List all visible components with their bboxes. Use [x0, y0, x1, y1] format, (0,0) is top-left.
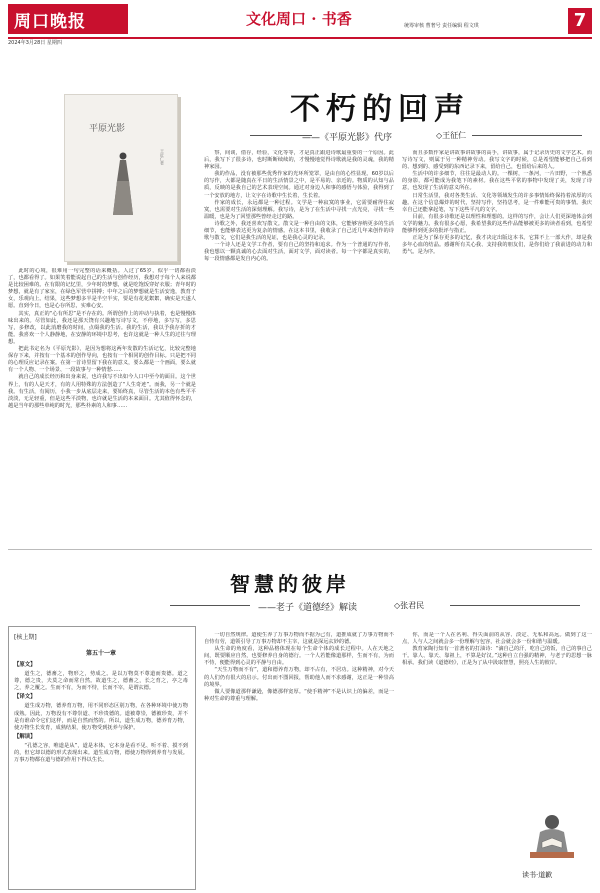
paragraph: 你，而是一个人在名利、得失面前的从容、淡定、无私和高远。做到了这一点，人与人之间就会多一份理解与包容，社会就会多一份和谐与温暖。: [402, 632, 592, 646]
illustration-caption: 读书·道歉: [522, 871, 553, 879]
paragraph: 察，间谈，借存，经验，文化等等，才是真正跟进诗歌最重要的一个原因。此后，我写下了很多诗，也时断断续续的，才慢慢地觉得诗歌就是我的灵魂，我的精神家园。: [204, 150, 394, 171]
section-label-interpretation: 【解读】: [14, 733, 36, 740]
book-cover-title: 平原光影: [89, 124, 126, 134]
main-byline: ◇王征仁: [436, 131, 467, 140]
paragraph: 日常生活里，我对各类生活、文化等领域发生的许多事情始终保持着浓厚的兴趣。在这个信息爆炸的时代，坚持写作，坚持思考，是一件难能可贵的事情。我庆幸自己还能拿起笔，写下这些平凡的文字。: [402, 192, 592, 213]
paragraph: 就自己的成长经历和出身来说，也许我写不出如今人口中至今的面目。这个世界上，有的人是天才，有的人用特殊的方法创造了“人生奇迹”。而我，另一个就是我。有生活，有阅历，小我一步从底层走来，要始终真，尽管生活的本色有些平平淡淡，无足轻重，但是这些平淡物，也许就是生活的本来面目。尤其值得怀念的，越是当年的那些单纯的时光，那些朴素的人和事……: [8, 374, 196, 409]
main-headline: 不朽的回声: [290, 92, 470, 127]
header-rule: [8, 37, 592, 39]
paragraph: “天生万物而不有”，道和德养育万物，却不占有，不居功。这种精神，对今天的人们仍有很大的启示。付出而不图回报，帮助他人而不求感谢，这正是一种崇高的境界。: [204, 667, 394, 688]
paragraph: 正是为了保存更多的记忆，我才决定出版这本书。它算不上一部大作，却是我多年心血的结晶。感谢所有关心我、支持我的朋友们，是你们给了我前进的动力和勇气。是为序。: [402, 235, 592, 256]
sub2-rule-left: [170, 605, 250, 606]
subhead-rule-right: [472, 135, 582, 136]
issue-date: 2024年3月28日 星期四: [8, 40, 62, 46]
book-cover-author: 王征仁著: [160, 149, 165, 165]
main-column-2: [204, 150, 394, 540]
paragraph: 教育家陶行知有一首著名的打油诗：“滴自己的汗，吃自己的饭，自己的事自己干。靠人、靠天、靠祖上，不算是好汉。”这种自立自强的精神，与老子的思想一脉相承。我们读《道德经》，正是为了从中汲取智慧，照亮人生的彼岸。: [402, 646, 592, 667]
paragraph: 生活中的许多细节，往往是最动人的。一棵树，一条河，一片田野，一个熟悉的身影，都可能成为我笔下的素材。我在这些平常的事物中发现了美，发现了诗意，也发现了生活的意义所在。: [402, 171, 592, 192]
section-name: 文化周口: [246, 10, 307, 28]
reading-illustration: [512, 808, 592, 868]
paragraph: 我的作品，没有被那些优秀作家的光环所笼罩，是由自的心性显现。60岁以后的写作，大都是随真在平日的生活情景之中，是平易的、亲近的。物质的认知与品质，反映的是我自己的艺术表现空间。通过对身边人和事的感悟与体验，我得到了一个安放的地方，让文字在诗歌中生长着，生长着。: [204, 171, 394, 199]
section-subname: 书香: [321, 10, 352, 28]
page-number: 7: [568, 8, 592, 34]
sub2-rule-right: [450, 605, 580, 606]
main-subtitle: ——《平原光影》代序: [302, 133, 393, 143]
paragraph: 做人要像道那样谦逊，像德那样宽厚。“使手精神”不是认识上的偏差，而是一种对生命的尊重与理解。: [204, 688, 394, 702]
section-label-translation: 【译文】: [14, 694, 36, 701]
lower-headline: 智慧的彼岸: [230, 572, 350, 596]
newspaper-name: 周口晚报: [14, 12, 86, 32]
editor-credits: 统筹审核 曹奢号 责任编辑 程文琪: [404, 23, 479, 29]
section-title: 文化周口 · 书香: [246, 10, 352, 28]
chapter-heading: 第五十一章: [86, 650, 117, 657]
section-label-original: 【原文】: [14, 662, 36, 668]
paragraph: 从生命的角度看，这种品格体现在每个生命个体的成长过程中。人在天地之间，既要顺应自然，也要修养自身的德行。一个人若能像道那样，生而不有，为而不恃，便能得到心灵的平静与自由。: [204, 646, 394, 667]
paragraph: 目前，有很多诗歌还是以理性和理想的。这样的写作，会让人们更深地体会到文学的魅力。我有很多心愿，我希望我的这些作品能够被更多的读者看到，也希望能够得到更多的批评与指正。: [402, 213, 592, 235]
paragraph: 作家的成长，永远都是一种过程。文学是一种寂寞的事业，它需要耐得住寂寞，也需要对生活的深刻理解。我写诗，是为了在生活中寻找一点光亮，寻找一些温暖，也是为了回望那些曾经走过的路。: [204, 199, 394, 220]
paragraph: 一切自然规律。道使生养了万事万物而不据为己有，道推成就了万事万物而不自恃有劳，道领引导了万事万物却不主宰，这就是深远玄妙的德。: [204, 632, 394, 646]
paragraph: 其实，真正的“心有所思”是不存在的。所谓创作上的冲动与执着，也是慢慢体味出来的。尽管如此，我还是那天饶有兴趣地写诗写文，不停地，多写写，多思写，多修改，以此消磨我的时间，点缀我的生活。我的生活，我以予我存折的才能。我喜欢一个人静静地，在安静的环境中思考，也许这就是一种人生的过往与理想。: [8, 310, 196, 345]
paragraph: 而且多数作家是讲故事讲故事的高手，讲故事，属于记录历史的文学艺术。而写诗写文，则属于另一种精神劳动。我写文字的时候，总是希望能够把自己看到的、想到的、感受到的东西记录下来，留给自己，也留给后来的人。: [402, 150, 592, 171]
main-column-1: [8, 268, 196, 540]
paragraph: 道生之，德畜之，物形之，势成之。是以万物莫不尊道而贵德。道之尊，德之贵，夫莫之命而常自然。故道生之，德畜之，长之育之，亭之毒之，养之覆之。生而不有，为而不恃，长而不宰，是谓玄德。: [14, 671, 188, 692]
paragraph: 把此书定名为《平原光影》，是因为想将这两年发散的生活记忆，比较完整地保存下来，并按有一个基本的创作导向，也按有一个相同的创作目标。只是把不同的心理反应记录在案。在第一首诗里留下我在的意义，要么都是一个画面，要么就有一个人物、一个场景、一段故事与一种情愁……: [8, 346, 196, 374]
paragraph: 一个诗人还是文学工作者，要有自己的坚持和追求。作为一个普通的写作者，我也想以一颗真诚的心去面对生活，面对文学，面对读者。每一个字都是真实的，每一段情感都是发自内心的。: [204, 242, 394, 263]
book-cover: [64, 94, 178, 262]
main-column-3: [402, 150, 592, 540]
paragraph: 道生成万物，德养育万物，用不同形态区别万物，在各种环境中使万物成熟。因此，万物没有不尊崇道、不珍贵德的。道被尊崇，德被珍贵，并不是有谁命令它们这样，而是自然而然的。所以，道生成万物，德养育万物，使万物生长发育，成熟结果，使万物受到抚养与保护。: [14, 703, 188, 731]
article-divider: [8, 549, 592, 550]
book-figure-illustration: [111, 151, 135, 217]
lower-column-2: [204, 632, 394, 884]
lower-byline: ◇张君民: [394, 601, 425, 610]
continued-label: [核上期]: [14, 634, 37, 641]
paragraph: “孔德之容，唯道是从”，道是本体，它本身是看不见、听不着、摸不到的，但它却以德的形式表现出来。道生成万物，德使万物得到养育与发展。万事万物都在道与德的作用下得以生长。: [14, 742, 188, 764]
paragraph: 此时的心境，很难用一句完整的话来概括。人过了65岁，似乎一切都看淡了，也都看得了。如果笑着能说起自己的生活与创作经历，我想对于每个人来说都是比较困难的。在有限的记忆里，少年时的梦想，就是吃饱饭穿好衣服；青年时的梦想，就是有了家室，在绿色军营中拼搏；中年之后的梦想就是生活安逸，教育子女，乐观向上。结果，这些梦想多半是半空半实，要是有花花絮絮，确实是天遂人愿。直到今日，也是心存所思，实难心安。: [8, 268, 196, 310]
paragraph: 诗歌之外，我还喜欢写散文。散文是一种自由的文体，它能够容纳更多的生活细节，也能够表达更为复杂的情感。在这本书里，我收录了自己近几年来创作的诗歌与散文，它们是我生活的见证，也是我心灵的记录。: [204, 220, 394, 242]
lower-subtitle: ——老子《道德经》解读: [258, 603, 358, 613]
lower-column-3: [402, 632, 592, 798]
lower-column-1: [14, 660, 188, 882]
